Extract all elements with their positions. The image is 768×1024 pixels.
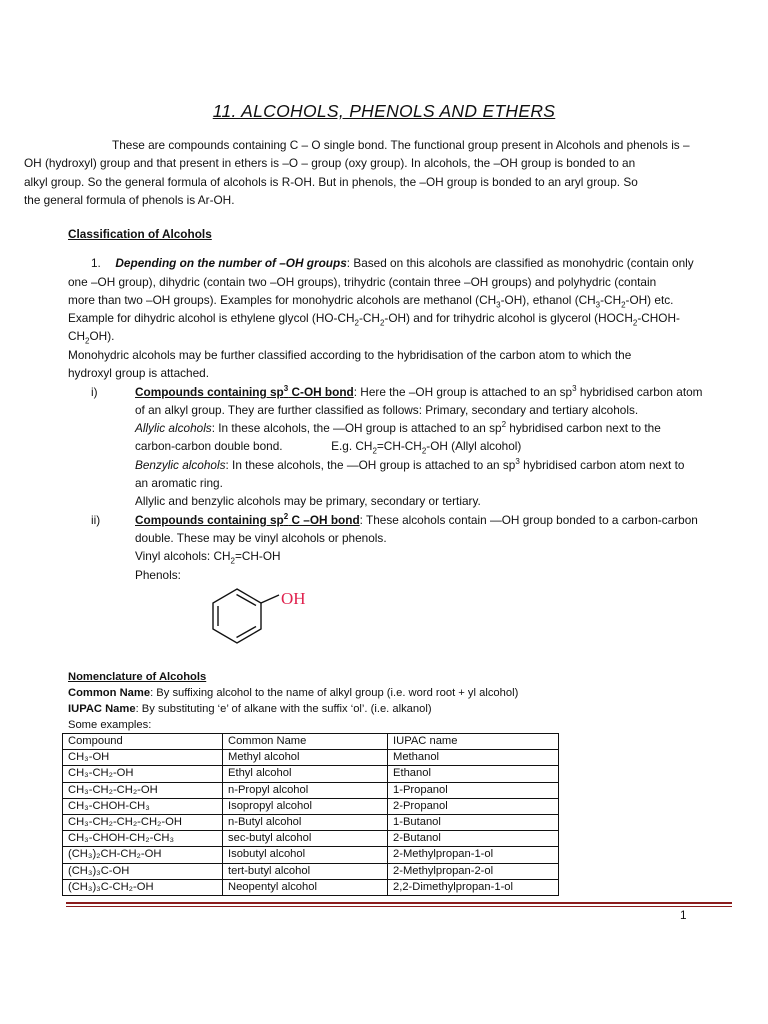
table-row	[63, 831, 559, 847]
table-cell: Methyl alcohol	[223, 750, 388, 766]
table-row	[63, 863, 559, 879]
text-line: $CH_2OH$).	[68, 329, 115, 346]
footer-rule	[66, 902, 732, 904]
classification-item-1	[91, 254, 694, 272]
table-cell: 1-Propanol	[388, 782, 559, 798]
table-row	[63, 750, 559, 766]
page-title: 11. ALCOHOLS, PHENOLS AND ETHERS	[212, 101, 556, 121]
table-row	[63, 766, 559, 782]
table-cell: Isobutyl alcohol	[223, 847, 388, 863]
text-line: more than two –OH groups). Examples for monohydric alcohols are methanol $(CH_3-OH)$, ethanol $(CH_3-CH_2-OH)$ etc.	[68, 293, 674, 310]
table-row	[63, 847, 559, 863]
item-text: : Based on this alcohols are classified as monohydric (contain only	[346, 256, 694, 270]
oh-bond	[261, 595, 279, 603]
page-number: 1	[680, 908, 687, 922]
table-cell: CH₃-OH	[63, 750, 223, 766]
intro-line: These are compounds containing C – O single bond. The functional group present in Alcohols and phenols is –	[112, 138, 690, 152]
table-cell: CH₃-CHOH-CH₂-CH₃	[63, 831, 223, 847]
text-line: hydroxyl group is attached.	[68, 366, 209, 380]
nomenclature-heading: Nomenclature of Alcohols	[68, 671, 207, 683]
table-cell: n-Propyl alcohol	[223, 782, 388, 798]
table-cell: 2-Butanol	[388, 831, 559, 847]
header-cell: Compound	[63, 734, 223, 750]
footer-rule-thin	[66, 906, 732, 907]
table-row	[63, 815, 559, 831]
table-cell: n-Butyl alcohol	[223, 815, 388, 831]
header-cell: IUPAC name	[388, 734, 559, 750]
table-cell: CH₃-CH₂-CH₂-OH	[63, 782, 223, 798]
text-line: Example for dihydric alcohol is ethylene glycol $(HO-CH_2-CH_2-OH)$ and for trihydric alcohol is glycerol ($HOCH_2-CHOH-$	[68, 311, 680, 328]
benzylic-line: Benzylic alcohols: In these alcohols, the —OH group is attached to an $sp^3$ hybridised carbon atom next to	[135, 457, 685, 472]
table-cell: Ethanol	[388, 766, 559, 782]
some-examples: Some examples:	[68, 719, 152, 731]
iupac-name-line: IUPAC Name: By substituting ‘e’ of alkane with the suffix ‘ol’. (i.e. alkanol)	[68, 703, 432, 715]
text-line: Allylic and benzylic alcohols may be primary, secondary or tertiary.	[135, 494, 481, 508]
text-line: of an alkyl group. They are further classified as follows: Primary, secondary and tertiary alcohols.	[135, 403, 639, 417]
sub-item-number: i)	[91, 385, 98, 399]
text-line: Monohydric alcohols may be further classified according to the hybridisation of the carbon atom to which the	[68, 348, 632, 362]
table-cell: Neopentyl alcohol	[223, 879, 388, 895]
sub-item-ii: Compounds containing $sp^2$ C –OH bond: These alcohols contain —OH group bonded to a carbon-carbon	[135, 512, 698, 527]
oh-label: OH	[281, 589, 306, 608]
table-row	[63, 798, 559, 814]
allylic-line: Allylic alcohols: In these alcohols, the —OH group is attached to an $sp^2$ hybridised carbon next to the	[135, 420, 661, 435]
phenol-structure	[205, 583, 325, 655]
table-cell: CH₃-CHOH-CH₃	[63, 798, 223, 814]
intro-line: OH (hydroxyl) group and that present in ethers is –O – group (oxy group). In alcohols, the –OH group is bonded to an	[24, 156, 636, 171]
text-line: double. These may be vinyl alcohols or phenols.	[135, 531, 387, 545]
phenols-label: Phenols:	[135, 568, 181, 582]
table-cell: Ethyl alcohol	[223, 766, 388, 782]
table-cell: 1-Butanol	[388, 815, 559, 831]
table-row	[63, 782, 559, 798]
table-header-row	[63, 734, 559, 750]
table-cell: 2-Methylpropan-2-ol	[388, 863, 559, 879]
sub-item-number: ii)	[91, 513, 101, 527]
classification-heading: Classification of Alcohols	[68, 227, 212, 241]
table-cell: sec-butyl alcohol	[223, 831, 388, 847]
table-cell: tert-butyl alcohol	[223, 863, 388, 879]
table-cell: Methanol	[388, 750, 559, 766]
text-line: carbon-carbon double bond. E.g. $CH_2=CH-CH_2-OH$ (Allyl alcohol)	[135, 439, 522, 456]
table-cell: CH₃-CH₂-OH	[63, 766, 223, 782]
intro-paragraph	[24, 136, 730, 210]
table-cell: 2-Propanol	[388, 798, 559, 814]
item-number: 1.	[91, 256, 101, 270]
table-cell: (CH₃)₃C-CH₂-OH	[63, 879, 223, 895]
vinyl-line: Vinyl alcohols: $CH_2=CH-OH$	[135, 549, 281, 566]
table-cell: (CH₃)₂CH-CH₂-OH	[63, 847, 223, 863]
item-title: Depending on the number of –OH groups	[115, 256, 347, 270]
nomenclature-table	[62, 733, 559, 896]
table-cell: 2,2-Dimethylpropan-1-ol	[388, 879, 559, 895]
intro-line: alkyl group. So the general formula of alcohols is R-OH. But in phenols, the –OH group is bonded to an aryl group. So	[24, 174, 638, 189]
common-name-line: Common Name: By suffixing alcohol to the name of alkyl group (i.e. word root + yl alcohol)	[68, 687, 519, 699]
table-row	[63, 879, 559, 895]
table-cell: CH₃-CH₂-CH₂-CH₂-OH	[63, 815, 223, 831]
table-cell: 2-Methylpropan-1-ol	[388, 847, 559, 863]
benzene-ring-icon	[213, 589, 279, 643]
text-line: an aromatic ring.	[135, 476, 223, 490]
table-cell: Isopropyl alcohol	[223, 798, 388, 814]
intro-line: the general formula of phenols is Ar-OH.	[24, 193, 235, 208]
sub-item-i: Compounds containing $sp^3$ C-OH bond: Here the –OH group is attached to an $sp^3$ hybridised carbon atom	[135, 384, 703, 399]
table-cell: (CH₃)₃C-OH	[63, 863, 223, 879]
header-cell: Common Name	[223, 734, 388, 750]
text-line: one –OH group), dihydric (contain two –OH groups), trihydric (contain three –OH groups) and polyhydric (contain	[68, 275, 657, 289]
